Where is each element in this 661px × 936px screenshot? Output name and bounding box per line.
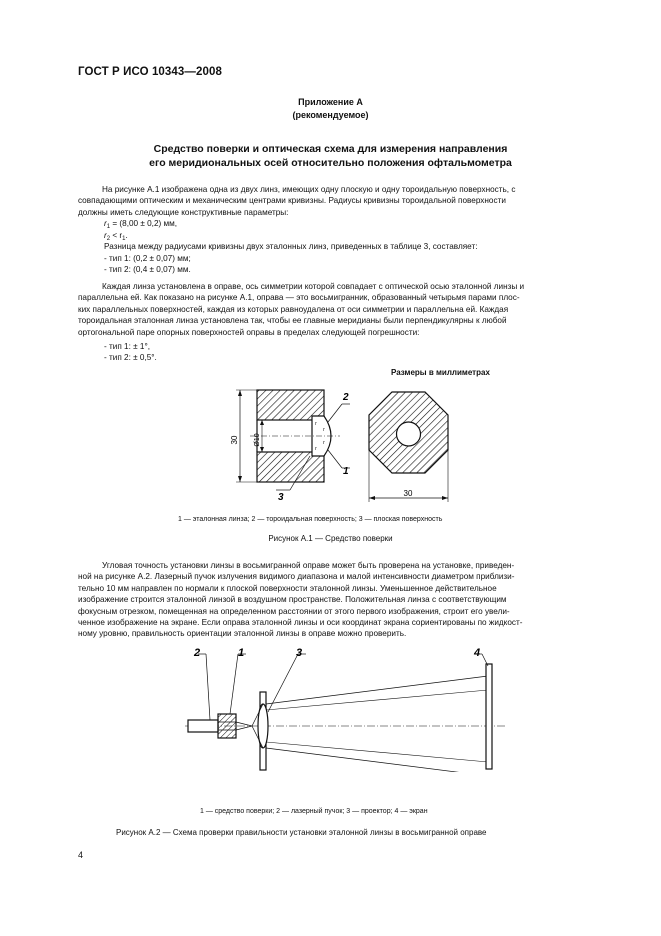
lens-mark: r xyxy=(315,446,317,452)
figure-a1-drawing xyxy=(200,378,490,508)
r1-value: = (8,00 ± 0,2) мм, xyxy=(110,219,178,228)
annex-title-line-2: его меридиональных осей относительно положения офтальмометра xyxy=(149,157,512,169)
paragraph-1-line: должны иметь следующие конструктивные параметры: xyxy=(78,207,289,217)
holder-cross-section xyxy=(230,390,350,503)
octagonal-holder xyxy=(369,392,448,502)
lens-aperture xyxy=(397,422,421,446)
annex-title-line-1: Средство поверки и оптическая схема для измерения направления xyxy=(153,143,508,155)
paragraph-2 xyxy=(78,281,584,338)
angle-type-2: - тип 2: ± 0,5°. xyxy=(104,353,157,362)
dim-diameter-10: Ø10 xyxy=(254,433,261,447)
paragraph-3-line: ной на рисунке А.2. Лазерный пучок излучения видимого диапазона и малой интенсивности диаметром приблизи- xyxy=(78,572,515,582)
r1-subscript: 1 xyxy=(106,224,111,230)
dim-30-horizontal: 30 xyxy=(403,489,413,498)
r2-subscript: 2 xyxy=(106,236,111,242)
paragraph-3-line: ченное изображение на экране. Если оправа эталонной линзы и оси координат экрана сориентированы по жидкост- xyxy=(78,618,523,628)
angle-type-1: - тип 1: ± 1°, xyxy=(104,342,151,351)
paragraph-2-line: ких параллельных поверхностей, каждая из которых равноудалена от оси симметрии и параллельна ей. Каждая xyxy=(78,304,509,314)
callout-1: 1 xyxy=(343,466,349,477)
callout-1: 1 xyxy=(238,647,245,659)
paragraph-2-line: параллельна ей. Как показано на рисунке А.1, оправа — это восьмигранник, образованный четырьмя парами плос- xyxy=(78,293,520,303)
difference-line: Разница между радиусами кривизны двух эталонных линз, приведенных в таблице 3, составляет: xyxy=(104,242,478,251)
lens-mark: r xyxy=(323,427,325,433)
paragraph-3 xyxy=(78,560,584,640)
document-header: ГОСТ Р ИСО 10343—2008 xyxy=(78,66,223,78)
callout-4: 4 xyxy=(474,647,481,659)
paragraph-3-line: изображение строится эталонной линзой в воздушном пространстве. Положительная линза с соответствующим xyxy=(78,595,507,605)
paragraph-1-line: На рисунке А.1 изображена одна из двух линз, имеющих одну плоскую и одну тороидальную поверхность, с xyxy=(102,185,516,194)
dim-30-vertical: 30 xyxy=(230,435,239,445)
units-label: Размеры в миллиметрах xyxy=(391,368,490,377)
figure-a2-legend: 1 — средство поверки; 2 — лазерный пучок; 3 — проектор; 4 — экран xyxy=(200,808,428,815)
paragraph-2-line: Каждая линза установлена в оправе, ось симметрии которой совпадает с оптической осью эталонной линзы и xyxy=(102,282,525,291)
callout-2: 2 xyxy=(194,647,201,659)
lens-mark: r xyxy=(315,421,317,427)
figure-a2-title: Рисунок А.2 — Схема проверки правильности установки эталонной линзы в восьмигранной оправе xyxy=(116,828,487,837)
callout-3: 3 xyxy=(296,647,303,659)
r2-relation-subscript: 1 xyxy=(122,236,126,242)
r2-end: . xyxy=(125,231,128,240)
lens-mark: r xyxy=(323,440,325,446)
test-holder xyxy=(218,714,236,738)
paragraph-2-line: ортогональной паре опорных поверхностей оправы в пределах следующей погрешности: xyxy=(78,327,420,337)
paragraph-3-line: Угловая точность установки линзы в восьмигранной оправе может быть проверена на установке, приведен- xyxy=(102,561,515,570)
page-number: 4 xyxy=(78,850,84,860)
annex-note: (рекомендуемое) xyxy=(292,110,369,120)
figure-a1-legend: 1 — эталонная линза; 2 — тороидальная поверхность; 3 — плоская поверхность xyxy=(178,516,443,523)
callout-3: 3 xyxy=(278,492,284,503)
paragraph-3-line: тельно 10 мм направлен по нормали к плоской поверхности эталонной линзы. Уменьшенное действительное xyxy=(78,583,497,593)
paragraph-3-line: фокусным отрезком, помещенная на определенном расстоянии от этого первого изображения, строит его увели- xyxy=(78,606,510,616)
paragraph-1 xyxy=(78,184,584,218)
laser-source xyxy=(188,720,218,732)
paragraph-3-line: ному уровню, правильность ориентации эталонной линзы в оправе можно проверить. xyxy=(78,629,407,639)
r1-symbol: r xyxy=(104,219,107,228)
figure-a2-drawing xyxy=(180,642,510,772)
type-1-tolerance: - тип 1: (0,2 ± 0,07) мм; xyxy=(104,254,191,263)
figure-a1-title: Рисунок А.1 — Средство поверки xyxy=(268,534,393,543)
r2-symbol: r xyxy=(104,231,107,240)
annex-label: Приложение А xyxy=(298,97,363,107)
type-2-tolerance: - тип 2: (0,4 ± 0,07) мм. xyxy=(104,265,191,274)
paragraph-1-line: совпадающими оптическим и механическим центрами кривизны. Радиусы кривизны тороидальной поверхности xyxy=(78,196,506,206)
screen xyxy=(486,664,492,769)
callout-2: 2 xyxy=(343,392,349,403)
r2-relation: < r xyxy=(110,231,123,240)
paragraph-2-line: тороидальная эталонная линза установлена так, чтобы ее главные меридианы были перпендикулярны к любой xyxy=(78,316,507,326)
